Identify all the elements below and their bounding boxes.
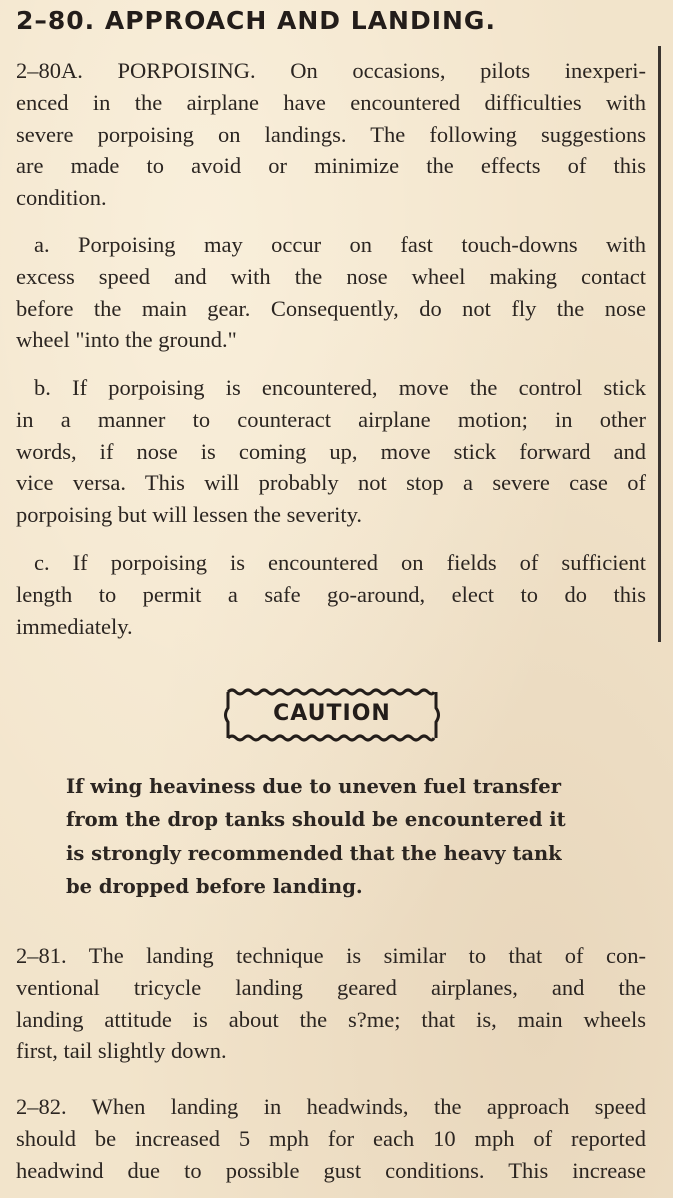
paragraph-2-80a (16, 55, 646, 214)
text-line: words, if nose is coming up, move stick forward and (16, 438, 646, 464)
text-line: should be increased 5 mph for each 10 mph of reported (16, 1125, 646, 1151)
text-line: are made to avoid or minimize the effects of this (16, 153, 646, 179)
text-line: a. Porpoising may occur on fast touch-downs with (34, 232, 646, 257)
text-line: c. If porpoising is encountered on fields of sufficient (34, 550, 646, 575)
text-line: landing attitude is about the s?me; that is, main wheels (16, 1006, 646, 1032)
paragraph-2-82 (16, 1091, 646, 1186)
paragraph-a (16, 229, 646, 356)
text-line: before the main gear. Consequently, do not fly the nose (16, 295, 646, 321)
text-line: in a manner to counteract airplane motion; in other (16, 406, 646, 432)
text-line: 2–80A. PORPOISING. On occasions, pilots inexperi- (16, 58, 646, 83)
text-line: headwind due to possible gust conditions. This increase (16, 1157, 646, 1183)
text-line: ventional tricycle landing geared airplanes, and the (16, 974, 646, 1000)
paragraph-c (16, 547, 646, 642)
caution-line: is strongly recommended that the heavy tank (66, 841, 562, 865)
paragraph-b (16, 372, 646, 531)
text-line: immediately. (16, 613, 133, 639)
revision-bar (658, 46, 661, 642)
caution-line: be dropped before landing. (66, 874, 363, 898)
text-line: excess speed and with the nose wheel making contact (16, 263, 646, 289)
paragraph-2-81 (16, 940, 646, 1067)
text-line: vice versa. This will probably not stop a severe case of (16, 470, 646, 496)
section-heading: 2–80. APPROACH AND LANDING. (16, 6, 496, 35)
text-line: b. If porpoising is encountered, move the control stick (34, 375, 646, 400)
caution-box (222, 686, 442, 744)
text-line: length to permit a safe go-around, elect to do this (16, 581, 646, 607)
text-line: severe porpoising on landings. The following suggestions (16, 121, 646, 147)
caution-line: If wing heaviness due to uneven fuel transfer (66, 775, 561, 798)
caution-label: CAUTION (273, 701, 391, 726)
text-line: wheel "into the ground." (16, 327, 237, 353)
caution-text (66, 770, 596, 903)
text-line: condition. (16, 185, 107, 211)
text-line: 2–82. When landing in headwinds, the approach speed (16, 1094, 646, 1119)
caution-line: from the drop tanks should be encountered it (66, 808, 566, 832)
text-line: enced in the airplane have encountered difficulties with (16, 89, 646, 115)
text-line: 2–81. The landing technique is similar to that of con- (16, 943, 646, 968)
text-line: first, tail slightly down. (16, 1038, 227, 1064)
text-line: porpoising but will lessen the severity. (16, 502, 362, 528)
